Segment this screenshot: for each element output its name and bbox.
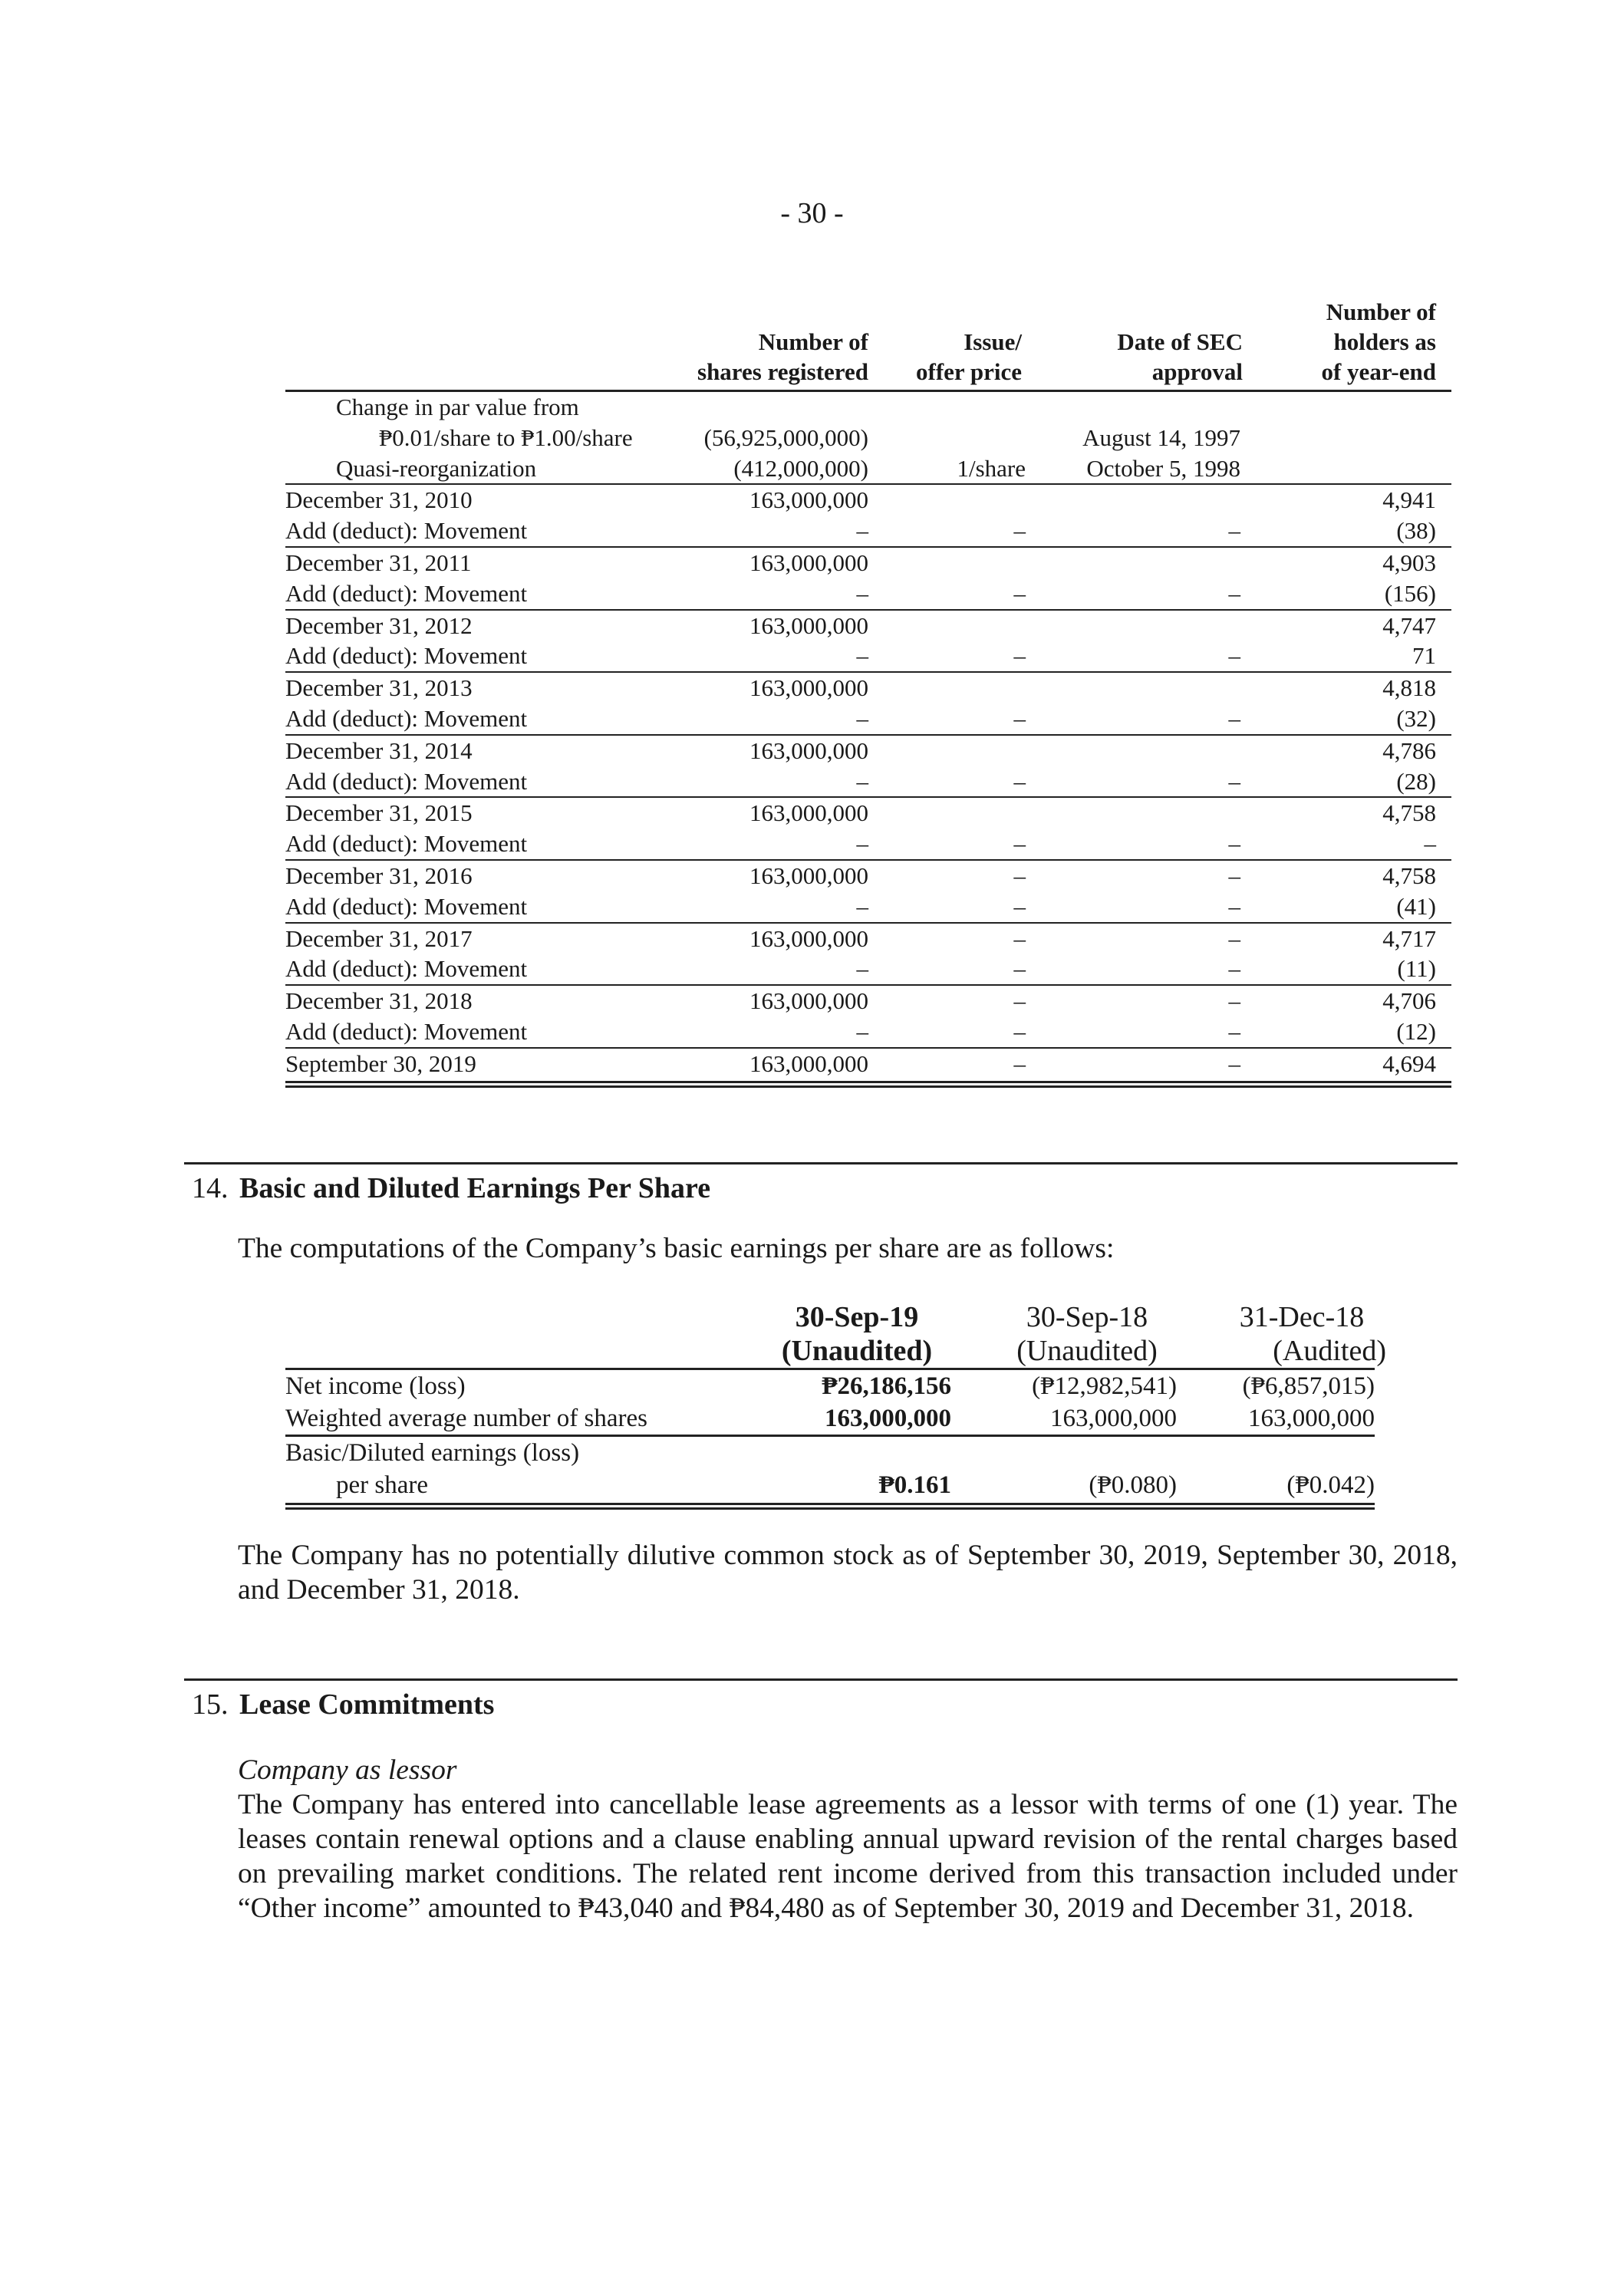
table-row (285, 609, 1451, 641)
issue-price-value: – (1013, 517, 1026, 545)
section-15-subheading: Company as lessor (238, 1754, 457, 1786)
double-underline (285, 1081, 1451, 1083)
row-label: Add (deduct): Movement (285, 517, 528, 545)
row-label: Add (deduct): Movement (285, 955, 528, 983)
table-row (285, 516, 1451, 546)
share-capital-table (285, 292, 1451, 1088)
value-30-sep-19: ₱26,186,156 (822, 1372, 951, 1400)
header-line: holders as (1333, 328, 1436, 355)
section-number: 14. (192, 1172, 229, 1204)
table-row (285, 392, 1451, 423)
header-line: shares registered (697, 358, 868, 385)
value-31-dec-18: 163,000,000 (1248, 1405, 1375, 1432)
section-14-intro: The computations of the Company’s basic earnings per share are as follows: (238, 1233, 1115, 1264)
table-row (285, 483, 1451, 516)
table-row (285, 984, 1451, 1016)
row-label: December 31, 2016 (285, 861, 473, 889)
issue-price-value: – (1013, 1017, 1026, 1045)
section-title: Lease Commitments (239, 1688, 495, 1721)
table-row (285, 703, 1451, 734)
double-underline (285, 1085, 1451, 1088)
header-shares-registered (623, 327, 868, 387)
holders-value: 4,747 (1382, 611, 1436, 639)
row-label: December 31, 2014 (285, 736, 473, 764)
table-row (285, 766, 1451, 797)
shares-value: 163,000,000 (749, 861, 868, 889)
sec-date-value: August 14, 1997 (1082, 423, 1240, 451)
row-label: ₱0.01/share to ₱1.00/share (379, 423, 633, 451)
double-underline (285, 1507, 1375, 1510)
table-row (285, 1469, 1375, 1501)
value-30-sep-18: (₱12,982,541) (1032, 1372, 1177, 1400)
sec-date-value: – (1228, 861, 1240, 889)
table-row (285, 828, 1451, 859)
row-label: Add (deduct): Movement (285, 830, 528, 858)
table-row (285, 954, 1451, 984)
row-label: per share (336, 1471, 429, 1499)
eps-30-sep-18: (₱0.080) (1089, 1471, 1177, 1499)
table-row (285, 1435, 1375, 1469)
shares-value: – (856, 767, 868, 795)
header-line: Date of SEC (1117, 328, 1243, 355)
column-status: (Unaudited) (781, 1335, 933, 1367)
issue-price-value: – (1013, 830, 1026, 858)
shares-value: (56,925,000,000) (703, 423, 868, 451)
row-label: Change in par value from (336, 394, 579, 420)
header-issue-price (868, 327, 1022, 387)
column-date: 30-Sep-19 (795, 1301, 919, 1333)
row-label: Weighted average number of shares (285, 1405, 647, 1432)
issue-price-value: – (1013, 642, 1026, 670)
table-row (285, 423, 1451, 453)
row-label: Basic/Diluted earnings (loss) (285, 1439, 580, 1467)
row-label: December 31, 2013 (285, 674, 473, 702)
sec-date-value: – (1228, 892, 1240, 920)
header-holders (1260, 297, 1436, 387)
table-row (285, 859, 1451, 891)
issue-price-value: – (1013, 579, 1026, 607)
holders-value: (11) (1397, 955, 1436, 983)
shares-value: – (856, 892, 868, 920)
shares-value: – (856, 579, 868, 607)
holders-value: 4,786 (1382, 736, 1436, 764)
column-status: (Audited) (1273, 1335, 1386, 1367)
issue-price-value: – (1013, 987, 1026, 1015)
section-divider (184, 1678, 1458, 1681)
double-underline (285, 1503, 1375, 1505)
sec-date-value: – (1228, 955, 1240, 983)
holders-value: (41) (1396, 892, 1436, 920)
row-label: Net income (loss) (285, 1372, 466, 1400)
sec-date-value: – (1228, 767, 1240, 795)
eps-30-sep-19: ₱0.161 (878, 1471, 951, 1499)
value-31-dec-18: (₱6,857,015) (1242, 1372, 1375, 1400)
shares-value: 163,000,000 (749, 987, 868, 1015)
row-label: December 31, 2010 (285, 486, 473, 514)
sec-date-value: – (1228, 924, 1240, 952)
holders-value: (156) (1384, 579, 1436, 607)
shares-value: 163,000,000 (749, 611, 868, 639)
sec-date-value: – (1228, 830, 1240, 858)
row-label: Add (deduct): Movement (285, 892, 528, 920)
column-status: (Unaudited) (1016, 1335, 1158, 1367)
eps-31-dec-18: (₱0.042) (1286, 1471, 1375, 1499)
sec-date-value: – (1228, 704, 1240, 732)
sec-date-value: – (1228, 517, 1240, 545)
header-line: of year-end (1321, 358, 1436, 385)
holders-value: 4,717 (1382, 924, 1436, 952)
header-line: Issue/ (964, 328, 1022, 355)
holders-value: (38) (1396, 517, 1436, 545)
row-label: Add (deduct): Movement (285, 579, 528, 607)
section-15-heading (192, 1687, 494, 1722)
table-row (285, 734, 1451, 766)
shares-value: – (856, 955, 868, 983)
holders-value: (28) (1396, 767, 1436, 795)
row-label: December 31, 2017 (285, 924, 473, 952)
sec-date-value: – (1228, 1017, 1240, 1045)
eps-table (285, 1300, 1386, 1510)
header-line: approval (1151, 358, 1243, 385)
section-14-note: The Company has no potentially dilutive common stock as of September 30, 2019, September 30, 2018, and December 31, 2018. (238, 1540, 1458, 1606)
section-14-heading (192, 1171, 710, 1206)
holders-value: 4,941 (1382, 486, 1436, 514)
header-sec-approval (1043, 327, 1243, 387)
issue-price-value: – (1013, 1049, 1026, 1077)
shares-value: (412,000,000) (733, 454, 868, 482)
issue-price-value: 1/share (957, 454, 1026, 482)
row-label: Add (deduct): Movement (285, 642, 528, 670)
value-30-sep-19: 163,000,000 (825, 1405, 951, 1432)
section-title: Basic and Diluted Earnings Per Share (239, 1172, 711, 1204)
issue-price-value: – (1013, 704, 1026, 732)
table-row (285, 1370, 1375, 1402)
column-date: 31-Dec-18 (1239, 1301, 1365, 1333)
sec-date-value: – (1228, 579, 1240, 607)
row-label: Add (deduct): Movement (285, 1017, 528, 1045)
table-row (285, 546, 1451, 578)
row-label: Quasi-reorganization (336, 454, 537, 482)
shares-value: 163,000,000 (749, 486, 868, 514)
table-row (285, 1016, 1451, 1047)
row-label: December 31, 2011 (285, 548, 472, 576)
header-line: offer price (916, 358, 1022, 385)
shares-value: – (856, 1017, 868, 1045)
row-label: Add (deduct): Movement (285, 767, 528, 795)
sec-date-value: – (1228, 987, 1240, 1015)
row-label: December 31, 2012 (285, 611, 473, 639)
table-row (285, 1047, 1451, 1079)
row-label: December 31, 2018 (285, 987, 473, 1015)
share-table-body (285, 483, 1451, 1079)
shares-value: 163,000,000 (749, 1049, 868, 1077)
section-number: 15. (192, 1688, 229, 1721)
sec-date-value: October 5, 1998 (1086, 454, 1240, 482)
table-row (285, 1402, 1375, 1435)
table-row (285, 641, 1451, 671)
column-header (1194, 1300, 1386, 1368)
column-header (746, 1300, 968, 1368)
share-table-header (285, 292, 1451, 392)
holders-value: – (1424, 830, 1436, 858)
sec-date-value: – (1228, 1049, 1240, 1077)
column-header (976, 1300, 1198, 1368)
table-row (285, 578, 1451, 609)
shares-value: – (856, 517, 868, 545)
row-label: September 30, 2019 (285, 1049, 476, 1077)
header-line: Number of (758, 328, 868, 355)
table-row (285, 453, 1451, 484)
shares-value: – (856, 830, 868, 858)
holders-value: 4,903 (1382, 548, 1436, 576)
section-divider (184, 1162, 1458, 1164)
shares-value: 163,000,000 (749, 924, 868, 952)
shares-value: 163,000,000 (749, 736, 868, 764)
holders-value: (32) (1396, 704, 1436, 732)
holders-value: 4,758 (1382, 861, 1436, 889)
holders-value: 4,758 (1382, 799, 1436, 827)
table-row (285, 671, 1451, 703)
issue-price-value: – (1013, 892, 1026, 920)
holders-value: (12) (1396, 1017, 1436, 1045)
issue-price-value: – (1013, 861, 1026, 889)
issue-price-value: – (1013, 924, 1026, 952)
shares-value: 163,000,000 (749, 548, 868, 576)
holders-value: 4,818 (1382, 674, 1436, 702)
holders-value: 4,706 (1382, 987, 1436, 1015)
page-number: - 30 - (780, 197, 844, 229)
issue-price-value: – (1013, 767, 1026, 795)
row-label: Add (deduct): Movement (285, 704, 528, 732)
table-row (285, 922, 1451, 954)
shares-value: 163,000,000 (749, 799, 868, 827)
section-15-body: The Company has entered into cancellable lease agreements as a lessor with terms of one (1) year. The leases contain renewal options and a clause enabling annual upward revision of the rental charges based on prevailing market conditions. The related rent income derived from this transaction included under “Other income” amounted to ₱43,040 and ₱84,480 as of September 30, 2019 and December 31, 2018. (238, 1789, 1458, 1924)
table-row (285, 796, 1451, 828)
row-label: December 31, 2015 (285, 799, 473, 827)
eps-table-header (285, 1300, 1386, 1370)
header-line: Number of (1326, 298, 1436, 325)
shares-value: – (856, 642, 868, 670)
holders-value: 71 (1412, 642, 1436, 670)
table-row (285, 891, 1451, 922)
issue-price-value: – (1013, 955, 1026, 983)
sec-date-value: – (1228, 642, 1240, 670)
holders-value: 4,694 (1382, 1049, 1436, 1077)
shares-value: 163,000,000 (749, 674, 868, 702)
shares-value: – (856, 704, 868, 732)
value-30-sep-18: 163,000,000 (1050, 1405, 1177, 1432)
column-date: 30-Sep-18 (1026, 1301, 1148, 1333)
